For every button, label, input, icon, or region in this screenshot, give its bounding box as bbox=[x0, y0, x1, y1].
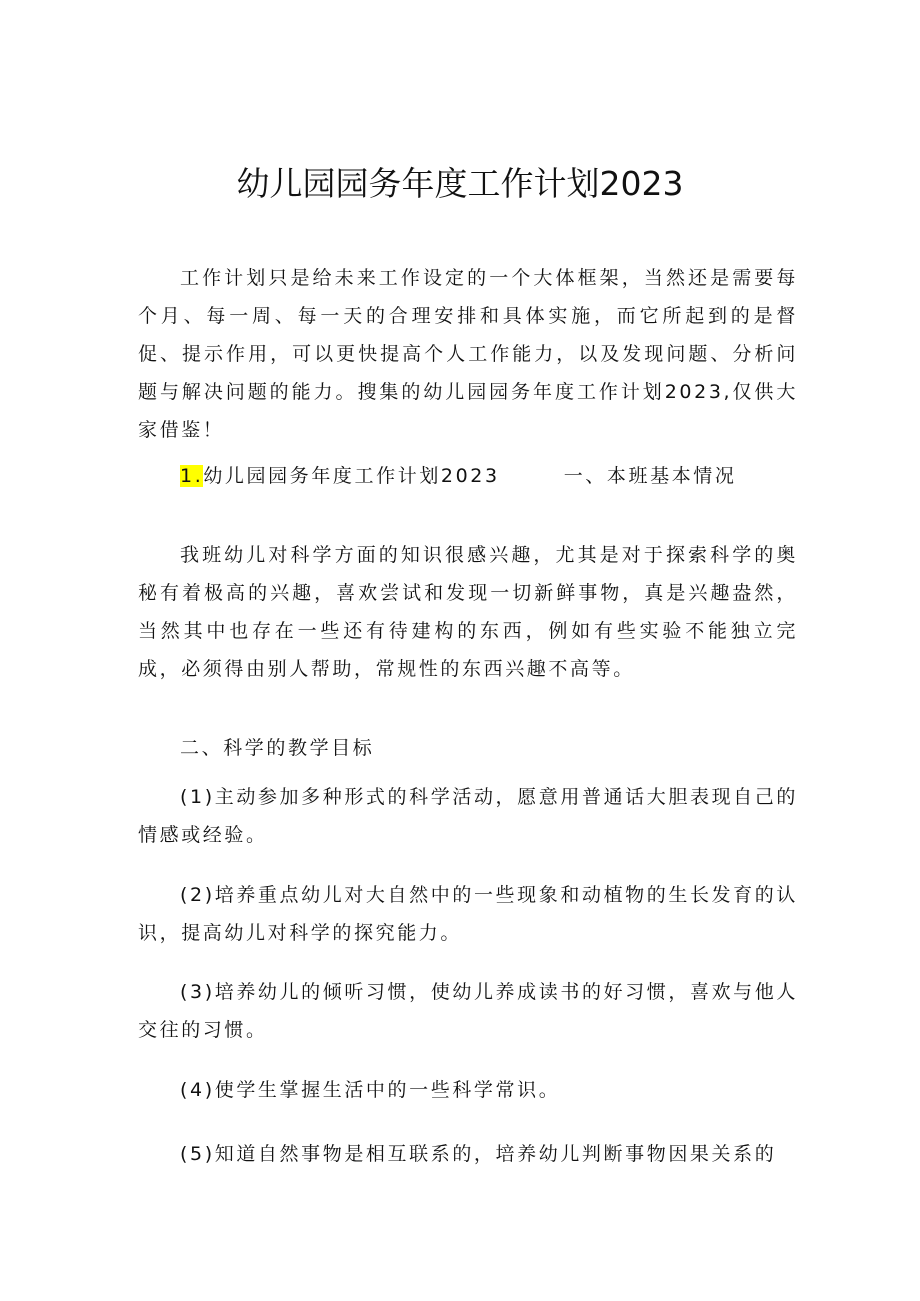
document-title: 幼儿园园务年度工作计划2023 bbox=[236, 164, 684, 203]
goal-item-3: (3)培养幼儿的倾听习惯，使幼儿养成读书的好习惯，喜欢与他人交往的习惯。 bbox=[138, 981, 798, 1041]
goals-heading: 二、科学的教学目标 bbox=[180, 737, 375, 759]
section-heading bbox=[180, 457, 737, 495]
goal-item-5: (5)知道自然事物是相互联系的，培养幼儿判断事物因果关系的 bbox=[180, 1143, 777, 1165]
section-subheading: 一、本班基本情况 bbox=[563, 465, 737, 487]
goal-item-1: (1)主动参加多种形式的科学活动，愿意用普通话大胆表现自己的情感或经验。 bbox=[138, 786, 798, 846]
goal-item-2: (2)培养重点幼儿对大自然中的一些现象和动植物的生长发育的认识，提高幼儿对科学的探究能力。 bbox=[138, 884, 798, 944]
intro-paragraph: 工作计划只是给未来工作设定的一个大体框架，当然还是需要每个月、每一周、每一天的合理安排和具体实施，而它所起到的是督促、提示作用，可以更快提高个人工作能力，以及发现问题、分析问题与解决问题的能力。搜集的幼儿园园务年度工作计划2023,仅供大家借鉴！ bbox=[138, 267, 798, 441]
section-number: 1. bbox=[180, 465, 204, 487]
situation-paragraph: 我班幼儿对科学方面的知识很感兴趣，尤其是对于探索科学的奥秘有着极高的兴趣，喜欢尝试和发现一切新鲜事物，真是兴趣盎然，当然其中也存在一些还有待建构的东西，例如有些实验不能独立完成，必须得由别人帮助，常规性的东西兴趣不高等。 bbox=[138, 544, 798, 680]
section-title: 幼儿园园务年度工作计划2023 bbox=[203, 465, 500, 487]
goal-item-4: (4)使学生掌握生活中的一些科学常识。 bbox=[180, 1079, 561, 1101]
